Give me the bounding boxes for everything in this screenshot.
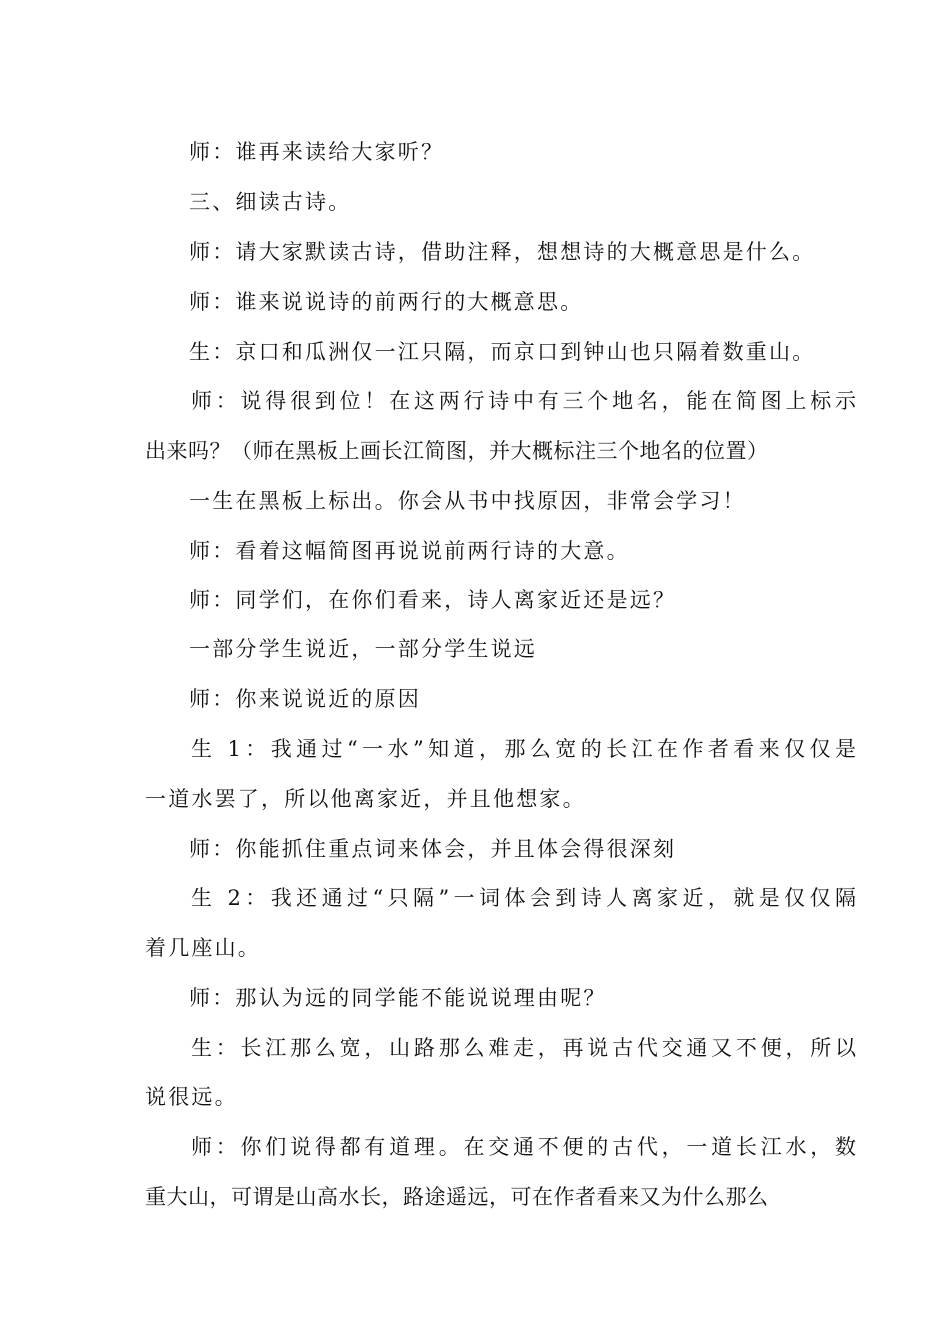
- text-line: 生 2：我还通过“只隔”一词体会到诗人离家近，就是仅仅隔: [191, 886, 856, 910]
- text-line: 师：说得很到位！在这两行诗中有三个地名，能在简图上标示: [191, 389, 856, 413]
- text-line: 一生在黑板上标出。你会从书中找原因，非常会学习！: [189, 489, 746, 513]
- text-line: 师：请大家默读古诗，借助注释，想想诗的大概意思是什么。: [189, 240, 816, 264]
- text-line: 师：你来说说近的原因: [189, 687, 421, 711]
- section-heading: 三、细读古诗。: [189, 190, 352, 214]
- text-line: 生 1：我通过“一水”知道，那么宽的长江在作者看来仅仅是: [191, 737, 856, 761]
- text-line: 师：看着这幅简图再说说前两行诗的大意。: [189, 539, 630, 563]
- text-line: 师：那认为远的同学能不能说说理由呢？: [189, 986, 607, 1010]
- text-line: 生：京口和瓜洲仅一江只隔，而京口到钟山也只隔着数重山。: [189, 340, 816, 364]
- text-line: 师：谁来说说诗的前两行的大概意思。: [189, 290, 584, 314]
- text-line: 一部分学生说近，一部分学生说远: [189, 637, 537, 661]
- text-line: 师：谁再来读给大家听？: [189, 140, 445, 164]
- text-line: 说很远。: [145, 1085, 238, 1109]
- text-line: 出来吗？（师在黑板上画长江简图，并大概标注三个地名的位置）: [145, 439, 769, 463]
- text-line: 师：你能抓住重点词来体会，并且体会得很深刻: [189, 837, 677, 861]
- text-line: 一道水罢了，所以他离家近，并且他想家。: [145, 787, 586, 811]
- text-line: 着几座山。: [145, 936, 261, 960]
- text-line: 生：长江那么宽，山路那么难走，再说古代交通又不便，所以: [191, 1036, 856, 1060]
- text-line: 师：同学们，在你们看来，诗人离家近还是远？: [189, 588, 677, 612]
- text-line: 师：你们说得都有道理。在交通不便的古代，一道长江水，数: [191, 1135, 856, 1159]
- text-line: 重大山，可谓是山高水长，路途遥远，可在作者看来又为什么那么: [145, 1185, 769, 1209]
